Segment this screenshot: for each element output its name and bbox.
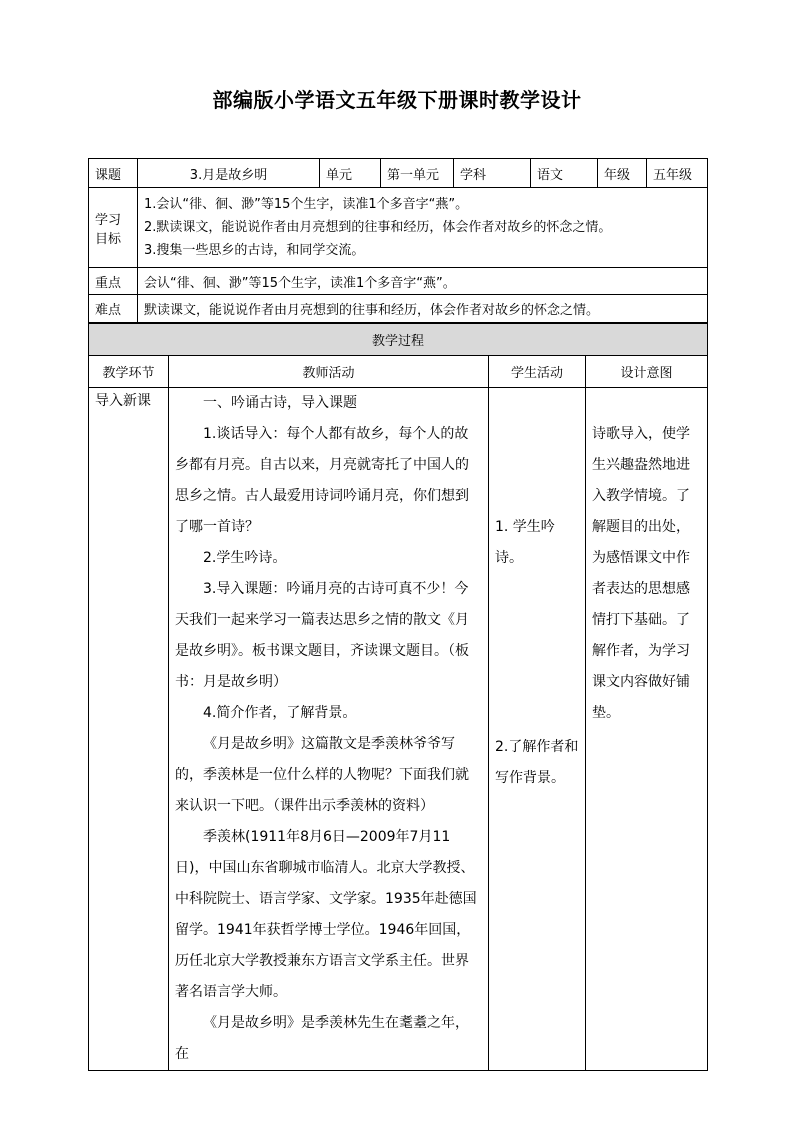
info-row xyxy=(89,159,708,188)
teacher-paragraph: 一、吟诵古诗，导入课题 xyxy=(203,395,357,411)
process-table xyxy=(88,323,708,1071)
grade-value: 五年级 xyxy=(647,159,708,188)
unit-label: 单元 xyxy=(320,159,381,188)
header-student: 学生活动 xyxy=(489,356,586,388)
intent-text: 诗歌导入，使学生兴趣盎然地进入教学情境。了解题目的出处，为感悟课文中作者表达的思想感情打下基础。了解作者，为学习课文内容做好铺垫。 xyxy=(592,426,690,721)
difficulty-row xyxy=(89,295,708,323)
key-point-label: 重点 xyxy=(89,268,138,295)
teacher-activity xyxy=(169,388,489,1071)
header-teacher: 教师活动 xyxy=(169,356,489,388)
goals-row xyxy=(89,188,708,268)
lesson-plan-table xyxy=(88,158,707,1071)
teacher-paragraph: 1.谈话导入：每个人都有故乡，每个人的故乡都有月亮。自古以来，月亮就寄托了中国人的思乡之情。古人最爱用诗词吟诵月亮，你们想到了哪一首诗？ xyxy=(175,426,469,535)
design-intent xyxy=(586,388,708,1071)
header-stage: 教学环节 xyxy=(89,356,169,388)
key-point-text: 会认“徘、徊、渺”等15个生字，读准1个多音字“燕”。 xyxy=(138,268,708,295)
goals-list xyxy=(138,188,708,268)
topic-label: 课题 xyxy=(89,159,138,188)
goal-item: 3.搜集一些思乡的古诗，和同学交流。 xyxy=(144,243,365,258)
teacher-paragraph: 4.简介作者，了解背景。 xyxy=(203,705,357,721)
goal-item: 2.默读课文，能说说作者由月亮想到的往事和经历，体会作者对故乡的怀念之情。 xyxy=(144,220,612,235)
page-title: 部编版小学语文五年级下册课时教学设计 xyxy=(212,88,582,112)
student-activity xyxy=(489,388,586,1071)
difficulty-text: 默读课文，能说说作者由月亮想到的往事和经历，体会作者对故乡的怀念之情。 xyxy=(138,295,708,323)
topic-value: 3.月是故乡明 xyxy=(138,159,320,188)
info-table xyxy=(88,158,708,323)
stage-cell: 导入新课 xyxy=(89,388,169,1071)
teacher-paragraph: 《月是故乡明》是季羡林先生在耄耋之年，在 xyxy=(175,1015,469,1062)
teacher-paragraph: 《月是故乡明》这篇散文是季羡林爷爷写的，季羡林是一位什么样的人物呢？下面我们就来认识一下吧。（课件出示季羡林的资料） xyxy=(175,736,469,814)
process-title-row xyxy=(89,324,708,356)
teacher-paragraph: 2.学生吟诗。 xyxy=(203,550,287,566)
grade-label: 年级 xyxy=(598,159,647,188)
goal-item: 1.会认“徘、徊、渺”等15个生字，读准1个多音字“燕”。 xyxy=(144,197,469,212)
student-item: 2.了解作者和写作背景。 xyxy=(495,739,579,786)
teacher-paragraph: 3.导入课题：吟诵月亮的古诗可真不少！今天我们一起来学习一篇表达思乡之情的散文《月是故乡明》。板书课文题目，齐读课文题目。（板书：月是故乡明） xyxy=(175,581,469,690)
teacher-paragraph: 季羡林(1911年8月6日—2009年7月11日)，中国山东省聊城市临清人。北京大学教授、中科院院士、语言学家、文学家。1935年赴德国留学。1941年获哲学博士学位。1946年回国，历任北京大学教授兼东方语言文学系主任。世界著名语言学大师。 xyxy=(175,829,477,1000)
student-item: 1. 学生吟诗。 xyxy=(495,519,555,566)
key-point-row xyxy=(89,268,708,295)
process-title: 教学过程 xyxy=(89,324,708,356)
subject-value: 语文 xyxy=(531,159,598,188)
subject-label: 学科 xyxy=(454,159,531,188)
process-header-row xyxy=(89,356,708,388)
unit-value: 第一单元 xyxy=(381,159,454,188)
header-intent: 设计意图 xyxy=(586,356,708,388)
goals-label: 学习 目标 xyxy=(89,188,138,268)
difficulty-label: 难点 xyxy=(89,295,138,323)
lesson-row xyxy=(89,388,708,1071)
